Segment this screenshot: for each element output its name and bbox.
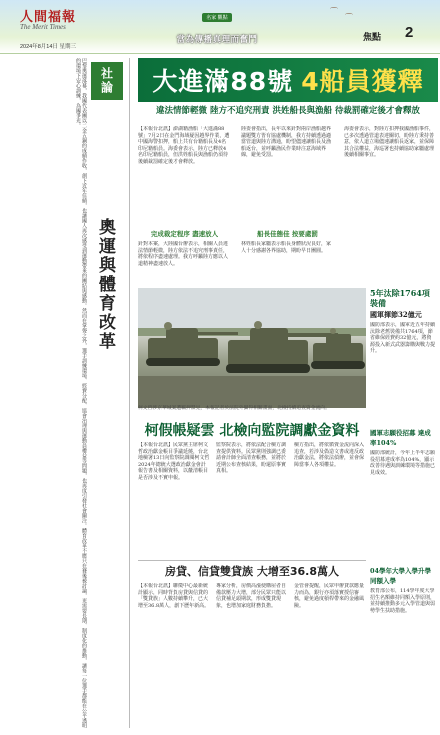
column-tag: 名家 觀點 [202, 13, 231, 22]
brief2-text: 國防部統計，今年上半年志願役招募達成率為104%，顯示改善待遇與訓練環境等措施已見成效。 [370, 450, 436, 476]
story2-col1: 【本報台北訊】民眾黨主席柯文哲政治獻金帳目爭議延燒，台北地檢署13日向監察院調閱柯文哲2024年總統大選政治獻金會計報告書及相關資料，以釐清帳目是否涉及不實申報。 [138, 442, 210, 481]
masthead [0, 0, 440, 54]
lead-col2b-text: 林姓船長家屬表示船長身體狀況良好，家人十分感謝各界協助，期盼早日團圓。 [241, 241, 332, 254]
newspaper-logo[interactable] [20, 6, 108, 38]
photo-caption: 柯文哲涉京華城案遭羈押禁見，本報記者於法院外攝得相關畫面，北檢持續追查資金流向。 [138, 406, 330, 411]
logo-english: The Merit Times [20, 23, 66, 31]
lead-col1-text: 【本報台北訊】澎湖籍漁船「大進滿88號」7月2日在金門海域疑因越界作業，遭中國海警扣押，船上共有台籍船長及4名印尼籍船員。海委會表示，陸方已釋放4名印尼籍船員，但洪姓船長與漁船仍須待後續裁罰確定後才會釋放。 [138, 126, 230, 165]
story3-col3: 金管會提醒，民眾申辦貸款應量力而為，銀行亦須落實授信審核，避免過度槓桿帶來的金融風險。 [294, 583, 365, 609]
editorial-headline[interactable]: 奧運與體育改革 [95, 218, 115, 351]
brief3-headline[interactable]: 04學年大學入學升學同額入學 [370, 567, 432, 585]
lead-headline-banner[interactable] [138, 58, 438, 102]
bird-icon: ⌒ [345, 13, 353, 22]
story2-col3: 檢方指出，將依循資金流向深入追查，若涉及偽造文書或違反政治獻金法，將依法偵辦，並會保障當事人各項權益。 [294, 442, 365, 468]
news-photo[interactable] [138, 288, 366, 408]
story2-col2: 監察院表示，將依法配合檢方調查提供資料。民眾黨則強調已委請會計師全面清查帳務，並將於近期公布查核結果，盼還原事實真相。 [216, 442, 287, 475]
editorial-tag: 社論 [91, 62, 123, 100]
lead-col2-subhead: 船長佳態佳 按要處罰 [257, 230, 318, 238]
page-number: 2 [405, 24, 414, 41]
lead-col3-text: 海委會表示，對陸方扣押我國漁船事件，已多次透過管道表達關切，盼陸方秉持善意，依人道立場儘速讓船長返家，並保障其合法權益，海巡署也持續協助家屬處理後續相關事宜。 [344, 126, 435, 159]
brief2-headline[interactable]: 國軍志願役招募 達成率104% [370, 429, 431, 447]
right-briefs-column [370, 288, 436, 728]
issue-date: 2024年8月14日 星期三 [20, 44, 76, 50]
story3-col1: 【本報台北訊】聯徵中心最新統計顯示，同時背負房貸與信貸的「雙貸族」人數持續攀升，已大增至36.8萬人，創下歷年新高。 [138, 583, 210, 609]
editorial-column [15, 58, 130, 728]
lead-headline-part1: 大進滿88號 [152, 67, 294, 96]
editorial-body: 巴黎奧運落幕，我國代表團以二金五銅的成績作收，創下近年佳績，也讓國人再次感受到運動帶來的團結與感動。然而在掌聲之外，選手訓練環境、經費分配、協會治理與運動員權益等問題，也再度引發社會關注。體育改革不應只在賽後被討論，更需要長期、制度化的推動，讓每一位選手都能在公平透明的環境下安心訓練，為國爭光。 [75, 58, 87, 728]
lead-col1b-text: 針對本案，大陸國台辦表示，相關人員違法情節輕微，陸方依法不追究刑事責任，將依程序盡速處理。我方呼籲陸方應以人道精神盡速放人。 [138, 241, 229, 267]
bird-icon: ⌒ [330, 7, 338, 16]
brief1-headline[interactable]: 5年汰除1764項裝備 [370, 288, 430, 308]
story2-headline[interactable]: 柯假帳疑雲 北檢向監院調獻金資料 [144, 423, 360, 439]
lead-col2-text: 陸委會指出，長年以來針對兩岸漁船越界議題雙方皆有協處機制，我方持續透過適當管道與陸方溝通，盼望儘速讓船長及漁船返台，並呼籲漁民作業時注意海域界線，避免受罰。 [241, 126, 332, 159]
logo-chinese: 人間福報 [20, 10, 77, 25]
story-double-loans [138, 560, 366, 730]
lead-col1-subhead: 完成裁定程序 盡速放人 [150, 230, 219, 238]
brief3-text: 教育部公布，114學年度大學招生名額維持同額入學原則，並持續推動多元入學管道與弱勢學生扶助措施。 [370, 588, 436, 614]
brief1-subheadline: 國軍揮節32億元 [370, 310, 422, 319]
column-slogan: 當為傳播真理而奮鬥 [176, 35, 258, 45]
lead-headline-part2: 4船員獲釋 [301, 67, 424, 96]
tank-parade-illustration [138, 288, 366, 408]
brief1-text: 國防部表示，國軍近五年持續汰除老舊裝備共1764項，節省維保經費約32億元，將資源投入新式武器籌購與戰力提升。 [370, 322, 436, 355]
story-political-donation [138, 420, 366, 560]
lead-subheadline: 違法情節輕微 陸方不追究刑責 洪姓船長與漁船 待裁罰確定後才會釋放 [156, 106, 420, 116]
story3-col2: 專家分析，房價高漲使購屋者自備款壓力大增，部分民眾只能以信貸補足頭期款，形成雙貸現象，也增加家庭財務負擔。 [216, 583, 287, 609]
column-banner [142, 4, 292, 44]
section-name: 焦點 [363, 32, 382, 42]
story3-headline[interactable]: 房貸、信貸雙貸族 大增至36.8萬人 [165, 565, 339, 578]
